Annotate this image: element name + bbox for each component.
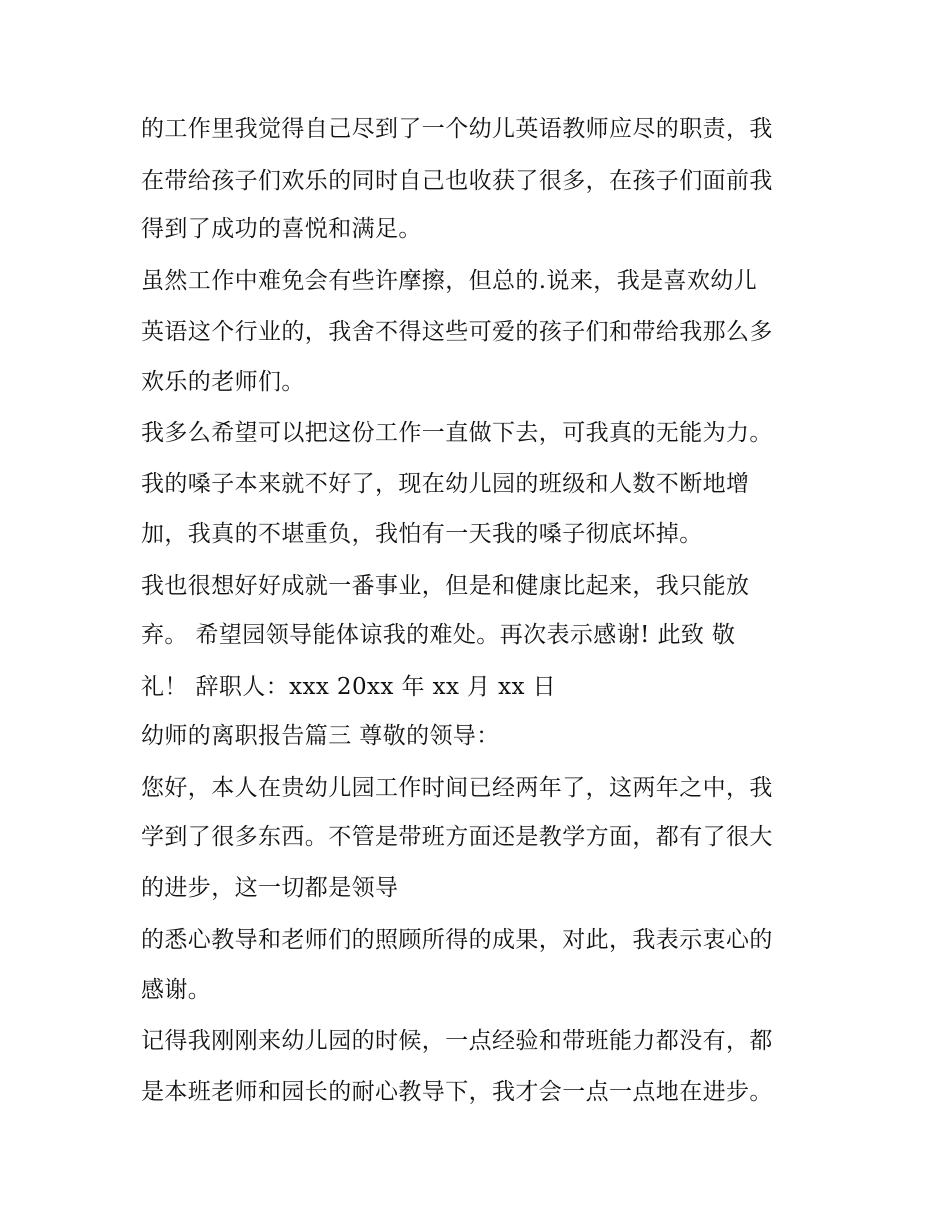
- text-line: 是本班老师和园长的耐心教导下，我才会一点一点地在进步。: [141, 1079, 773, 1105]
- text-line: 得到了成功的喜悦和满足。: [141, 216, 422, 242]
- text-line: 的工作里我觉得自己尽到了一个幼儿英语教师应尽的职责，我: [141, 116, 773, 142]
- text-line: 礼！ 辞职人：xxx 20xx 年 xx 月 xx 日: [141, 674, 556, 700]
- text-line: 的进步，这一切都是领导: [141, 875, 399, 901]
- section-heading: 幼师的离职报告篇三 尊敬的领导：: [141, 723, 500, 749]
- text-line: 记得我刚刚来幼儿园的时候，一点经验和带班能力都没有，都: [141, 1028, 773, 1054]
- text-line: 欢乐的老师们。: [141, 369, 305, 395]
- text-line: 您好，本人在贵幼儿园工作时间已经两年了，这两年之中，我: [141, 775, 773, 801]
- text-line: 英语这个行业的，我舍不得这些可爱的孩子们和带给我那么多: [141, 319, 773, 345]
- text-line: 我多么希望可以把这份工作一直做下去，可我真的无能为力。: [141, 420, 773, 446]
- text-line: 弃。 希望园领导能体谅我的难处。再次表示感谢! 此致 敬: [141, 622, 736, 648]
- text-line: 我的嗓子本来就不好了，现在幼儿园的班级和人数不断地增: [141, 471, 750, 497]
- text-line: 我也很想好好成就一番事业，但是和健康比起来，我只能放: [141, 573, 750, 599]
- text-line: 感谢。: [141, 977, 212, 1003]
- text-line: 加，我真的不堪重负，我怕有一天我的嗓子彻底坏掉。: [141, 521, 703, 547]
- text-line: 学到了很多东西。不管是带班方面还是教学方面，都有了很大: [141, 824, 773, 850]
- text-line: 在带给孩子们欢乐的同时自己也收获了很多，在孩子们面前我: [141, 168, 773, 194]
- text-line: 的悉心教导和老师们的照顾所得的成果，对此，我表示衷心的: [141, 927, 773, 953]
- text-line: 虽然工作中难免会有些许摩擦，但总的.说来，我是喜欢幼儿: [141, 268, 758, 294]
